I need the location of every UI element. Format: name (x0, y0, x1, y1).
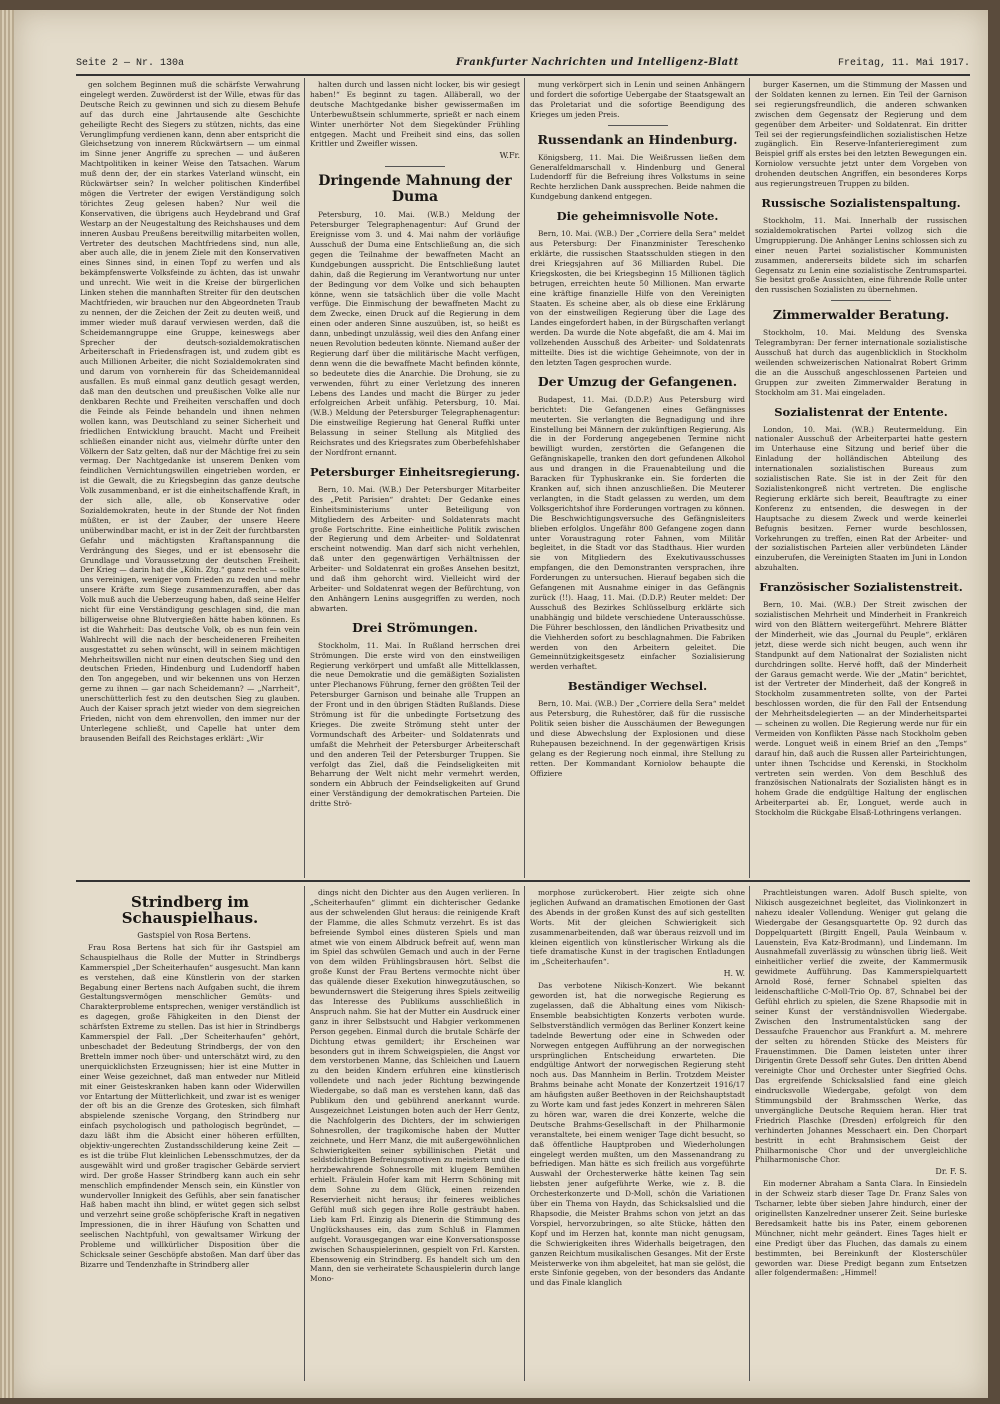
article-umzug: Budapest, 11. Mai. (D.D.P.) Aus Petersburg wird berichtet: Die Gefangenen eines Gefängnisses meuterten. Sie verlangten die Begnadigung und ihre Einstellung bei Männern der zukünftigen Regierung. Als die in der Forderung angegebenen Termine nicht bewilligt wurden, zerstörten die Gefangenen die Gefängniskapelle, tranken den dort gefundenen Alkohol aus und drangen in die Frauenabteilung und die Baracken für Typhuskranke ein. Sie forderten die Kranken auf, sich ihnen anzuschließen. Die Meuterer verlangten, in die Stadt gelassen zu werden, um dem Volksgerichtshof ihre Forderungen vortragen zu können. Die Beschwichtigungsversuche des Gefängnisleiters blieben erfolglos. Ungefähr 800 Gefangene zogen dann unter Voraustragung roter Fahnen, vom Militär begleitet, in die Stadt vor das Stadthaus. Hier wurden sie von Mitgliedern des Exekutivausschusses empfangen, die den Demonstranten versprachen, ihre Forderungen zu untersuchen. Hierauf begaben sich die Gefangenen mit Ausnahme einiger in das Gefängnis zurück (!!). Haag, 11. Mai. (D.D.P.) Reuter meldet: Der Ausschuß des Bezirkes Schlüsselburg erklärte sich unabhängig und bildete verschiedene Unterausschüsse. Die Führer beschlossen, den ländlichen Privatbesitz und die Viehherden sofort zu beschlagnahmen. Die Fabriken werden von den Arbeitern geleitet. Die Gemeinnützigkeitsgesetz einfacher Sozialisierung werden verhaftet. (530, 394, 745, 672)
issue-date: Freitag, 11. Mai 1917. (837, 58, 970, 69)
masthead (76, 56, 970, 76)
article-zimmerwald: Stockholm, 10. Mai. Meldung des Svenska Telegrambyran: Der ferner internationale sozialistische Ausschuß hat durch das augenblicklich in Stockholm weilenden schweizerischen Nationalrat Robert Grimm die an die Ausschuß angeschlossenen Parteien und Gruppen zur zweiten Zimmerwalder Beratung in Stockholm am 31. Mai eingeladen. (755, 328, 967, 397)
article-duma: Petersburg, 10. Mai. (W.B.) Meldung der Petersburger Telegraphenagentur: Auf Grund der Ereignisse vom 3. und 4. Mai nahm der vorläufige Ausschuß der Duma eine Entschließung an, die sich gegen die Teilnahme der bewaffneten Macht an Kundgebungen ausspricht. Die Entschließung lautet dahin, daß die Regierung im Verantwortung nur unter der Bedingung vor dem Volke und sich behaupten könne, wenn sie tatsächlich über die volle Macht verfüge. Die Einmischung der bewaffneten Macht zu dem Zwecke, einen Druck auf die Regierung in dem einen oder anderen Sinne auszuüben, ist, so heißt es dann, unbedingt unzulässig, weil dies den Anfang einer neuen Revolution bedeuten könnte. Niemand außer der Regierung darf über die militärische Macht verfügen, denn wenn die die bewaffnete Macht befinden könnte, so bedeutete dies die Anarchie. Die Drohung, sie zu verwenden, führt zu einer Verletzung des inneren Lebens des Landes und macht die Bürger zu jeder erfolgreichen Arbeit unfähig. Petersburg, 10. Mai. (W.B.) Meldung der Petersburger Telegraphenagentur: Die einstweilige Regierung hat General Ruffki unter Belassung in seiner Stellung als Mitglied des Reichsrates und des Kriegsrates zum Oberbefehlshaber der Nordfront ernannt. (310, 210, 520, 457)
separator (385, 166, 445, 167)
headline-hindenburg: Russendank an Hindenburg. (537, 131, 738, 147)
article-entente: London, 10. Mai. (W.B.) Reutermeldung. Ein nationaler Ausschuß der Arbeiterpartei hatte gestern im Unterhause eine Sitzung und berief über die Einladung der holländischen Abteilung des internationalen sozialistischen Bureaus zum sozialistischen Rate. Sie ist in der Zeit für den Sozialistenkongreß nicht vertreten. Die englische Regierung erklärte sich bereit, Beauftragte zu einer Konferenz zu entsenden, die deswegen in der Hauptsache zu diesem Zweck und werde keinerlei Befugnis besitzen. Ferner wurde beschlossen, Vorkehrungen zu treffen, einen Rat der Arbeiter- und der sozialistischen Parteien aller verbündeten Länder einzuberufen, die Vereinigten Staaten im Juni in London abzuhalten. (755, 424, 967, 573)
column-2 (310, 80, 520, 878)
headline-umzug: Der Umzug der Gefangenen. (537, 373, 738, 389)
headline-note: Die geheimnisvolle Note. (556, 209, 719, 224)
wechsel-continuation: burger Kasernen, um die Stimmung der Massen und der Soldaten kennen zu lernen. Ein Teil der Garnison sei regierungsfreundlich, die anderen schwanken zwischen dem Gegensatz der Regierung und dem gegenüber dem Arbeiter- und Soldatenrat. Ein dritter Teil sei der regierungsfeindlichen sozialistischen Hetze zugänglich. Ein Reserve-Infanterieregiment zum Beispiel griff als erstes bei den letzten Bewegungen ein. Korniolow versuchte jetzt unter dem Vorgeben von drohenden deutschen Angriffen, ein besonderes Korps aus regierungstreuen Truppen zu bilden. (755, 80, 967, 189)
editorial-text: gen solchem Beginnen muß die schärfste Verwahrung eingelegt werden. Zuwörderst ist der Wille, etwas für das Deutsche Reich zu gewinnen und sich zu diesem Behufe auf das durch eine Jahrtausende alte Geschichte geheiligte Recht des Siegers zu stützen, nichts, das eine Verunglimpfung verdienen kann, denn aber entspricht die Gleichsetzung von innerem Rückwärtsern — um einmal im Sinne jener Angriffe zu sprechen — und äußeren Machtpolitiken in keiner Weise den Tatsachen. Warum muß denn der, der ein starkes Vaterland wünscht, ein Rückwärtser sein? In welcher politischen Kinderfibel mögen die Vertreter der ewigen Verständigung solch törichtes Zeug gelesen haben? Nur weil die Konservativen, die übrigens auch Heydebrand und Graf Westarp an der Neugestaltung des Reichshauses und dem inneren Ausbau Preußens bereitwillig mitarbeiten wollen, Vertreter des deutschen Machtfriedens sind, nun alle, aber auch alle, die in jenem Ziele mit den Konservativen eines Sinnes sind, in einen Topf zu werfen und als bekämpfenswerte Volksfeinde zu ächten, das ist unwahr und unrecht. Wie weit in die Kreise der bürgerlichen Linken stehen die mannhaften Streiter für den deutschen Machtfrieden, wir brauchen nur den Abgeordneten Traub zu nennen, der die Zeichen der Zeit zu deuten weiß, und immer wieder muß darauf verwiesen werden, daß die Scheidemanngruppe eine Gruppe, keineswegs aber Sprecher der deutsch-sozialdemokratischen Arbeiterschaft in Friedensfragen ist, und zudem gibt es auch Millionen Arbeiter, die nicht Sozialdemokraten sind und darum von vornherein für das Scheidemannideal ausfallen. Es muß einmal ganz deutlich gesagt werden, daß man den deutschen und preußischen Volke alle nur denkbaren Rechte und Freiheiten verschaffen und doch die Feinde als Feinde behandeln und ihnen nehmen wollen kann, was Deutschland zu seiner Sicherheit und friedlichen Entwicklung braucht. Macht und Freiheit schließen einander nicht aus, vielmehr dürfte unter den Völkern der Satz gelten, daß nur der Mächtige frei zu sein vermag. Der Nachtgedanke ist unserem Denken vom feindlichen Vernichtungswillen eingetrieben worden, er ist die Gewalt, die zu Kriegsbeginn das ganze deutsche Volk zusammenband, er ist die einheitschaffende Kraft, in der sich alle, alle, ob Konservative oder Sozialdemokraten, heute in der Stunde der Not finden müßten, er ist der Zauber, der unsere Heere unüberwindbar macht, er ist in der Zeit der furchtbarsten Gefahr und mächtigsten Kraftanspannung die Verdrängung des Sieges, und er ist ebensosehr die Grundlage und Voraussetzung der deutschen Freiheit. Der Krieg — darin hat die „Köln. Ztg.“ ganz recht — sollte uns vereinigen, weniger vom Frieden zu reden und mehr unsere Kräfte zum Siege zusammenzuraffen, aber das Volk muß auch die Ueberzeugung haben, daß seine Helfer nicht für eine Verständigung geschlagen sind, die man billigerweise ohne Blutvergießen hätte haben können. Es ist die Wahrheit: Das deutsche Volk, ob es nun fein vein Wahlrecht will die nach der bescheideneren Freiheiten ausgestattet zu sehen wünscht, will in seinem mächtigen Mehrheitswillen nicht nur einen deutschen Sieg und den deutschen Frieden, Hindenburg und Ludendorff haben den Ton angegeben, und wir bekennen uns von Herzen gerne zu ihnen — gar nach Scheidemann? — „Narrheit“, unerschütterlich fest zu den deutschen Sieg zu glauben. Auch der Kaiser sprach jetzt wieder von dem siegreichen Frieden, nicht von dem ehrenvollen, den immer nur der Unterlegene schließt, und Capelle hat unter dem brausenden Beifall des Reichstages erklärt: „Wir (80, 80, 300, 743)
article-note: Bern, 10. Mai. (W.B.) Der „Corriere della Sera“ meldet aus Petersburg: Der Finanzminister Tereschenko erklärte, die russischen Staatsschulden stiegen in den drei Kriegsjahren auf 36 Milliarden Rubel. Die Kriegskosten, die bei Kriegsbeginn 15 Millionen täglich betrugen, erreichten heute 50 Millionen. Man erwarte eine kräftige finanzielle Hilfe von den Vereinigten Staaten. Es scheine aber, als ob diese eine Erklärung von der einstweiligen Regierung über die Lage des Landes eingefordert haben, in der Bürgschaften verlangt werden. Da wurde die Note abgefaßt, die am 4. Mai im vollzehenden Ausschuß des Arbeiter- und Soldatenrats mitteilte. Dies ist die wichtige Geheimnote, von der in den letzten Tagen gesprochen wurde. (530, 229, 745, 367)
newspaper-title: Frankfurter Nachrichten und Intelligenz-Blatt (456, 57, 739, 68)
feuilleton-column-1 (80, 888, 300, 1380)
headline-strindberg: Strindberg im Schauspielhaus. (121, 893, 259, 927)
feuilleton-column-2 (310, 888, 520, 1380)
column-4 (755, 80, 967, 878)
article-wechsel: Bern, 10. Mai. (W.B.) Der „Corriere della Sera“ meldet aus Petersburg, die Ruhestörer, daß für die russische Politik seien bisher die Ausschäumen der Bewegungen und diese Abwechslung der Explosionen und diese Ruhepausen bezeichnend. In der gegenwärtigen Krisis gelang es der Regierung noch einmal, ihre Stellung zu retten. Der Kommandant Korniolow behaupte die Offiziere (530, 699, 745, 778)
stroemungen-continuation: mung verkörpert sich in Lenin und seinen Anhängern und fordert die sofortige Uebergabe der Staatsgewalt an das Proletariat und die sofortige Beendigung des Krieges um jeden Preis. (530, 80, 745, 119)
article-einheitsregierung: Bern, 10. Mai. (W.B.) Der Petersburger Mitarbeiter des „Petit Parisien“ drahtet: Der Gedanke eines Einheitsministeriums unter Beteiligung von Mitgliedern des Arbeiter- und Soldatenrats macht große Fortschritte. Eine einheitliche Politik zwischen der Regierung und dem Arbeiter- und Soldatenrat erscheint notwendig. Man darf sich nicht verhehlen, daß unter den gegenwärtigen Verhältnissen der Arbeiter- und Soldatenrat ein großes Ansehen besitzt, und daß ihm gehorcht wird. Vielleicht wird der Arbeiter- und Soldatenrat wegen der Befürchtung, von den Anhängern Lenins ausgegriffen zu werden, noch abwarten. (310, 484, 520, 613)
review-strindberg-part2: dings nicht den Dichter aus den Augen verlieren. In „Scheiterhaufen“ glimmt ein dichterischer Gedanke aus der schwelenden Glut heraus: die reinigende Kraft der Flamme, die alles Schmutz verzehrt. Es ist das befreiende Symbol eines düsteren Spiels und man atmet wie von einem Albdruck befreit auf, wenn man im Spiel das schwülen Gemach und auch in der Ferne von dem wilden Frühlingsbrausen hört. Selbst die große Kunst der Frau Bertens vermochte nicht über das quälende dieser Exekution hinwegzutäuschen, so bewundernswert die Steigerung ihres Spiels zeitweilig das Interesse des Publikums ausschließlich in Anspruch nahm. Sie hat der Mutter ein Ausdruck einer ganz in ihrer Selbstsucht und Habgier verkommenen Person gegeben. Einmal durch die brutale Schärfe der Dichtung etwas gemildert; ihr Erscheinen war besonders gut in ihrem Schweigspielen, die Angst vor dem verstorbenen Manne, das Schleichen und Lauern zu den beiden Kindern erfuhren eine künstlerisch vollendete und nach jeder Richtung bezwingende Wiedergabe, so daß man es verstehen kann, daß das Publikum den und gebührend anerkannt wurde. Ausgezeichnet Leistungen boten auch der Herr Gentz, die Nachfolgerin des Dichters, der im schwierigen Sohnesrollen, der tragikomische haben der Mutter zeichnete, und Herr Manz, die mit außergewöhnlichen Schwierigkeiten seiner sybillinischen Pietät und seldstdichtigen Befreiungsmotiven zu meistern und die herzbewahrende Sohnesrolle mit klugem Bemühen erhielt. Fräulein Hofer kam mit Herrn Schöning mit dem Sohne zu dem Glück, einen reizenden Reservierheit nicht heraus; ihr feineres weibliches Gefühl muß sich gegen ihre Rolle gesträubt haben. Lieb kam Frl. Einzig als Dienerin die Stimmung des Unglückshauses ein, das zum Schluß in Flammen aufgeht. Vorausgegangen war eine Konversationsposse zwischen Schauspielerinnen, gespielt von Frl. Karsten. Ebensowenig ein Strindberg. Es handelt sich um den Mann, den sie verheiratete Schauspielerin durch lange Mono- (310, 888, 520, 1284)
feuilleton-divider (76, 880, 970, 882)
headline-stroemungen: Drei Strömungen. (352, 619, 478, 635)
article-stroemungen: Stockholm, 11. Mai. In Rußland herrschen drei Strömungen. Die erste wird von den einstweiligen Regierung verkörpert und umfaßt alle Mittelklassen, die neue Demokratie und die gemäßigten Sozialisten unter Plechanows Führung, ferner den größten Teil der Petersburger Garnison und beinahe alle Truppen an der Front und in den übrigen Städten Rußlands. Diese Strömung ist für die unbedingte Fortsetzung des Krieges. Die zweite Strömung steht unter der Vormundschaft des Arbeiter- und Soldatenrats und umfaßt die Mehrheit der Petersburger Arbeiterschaft und den anderen Teil der Petersburger Truppen. Sie verfolgt das Ziel, daß die Feindseligkeiten mit Beharrung der Welt nicht mehr vermehrt werden, sondern ein Abbruch der Feindseligkeiten auf Grund einer Verständigung der demokratischen Parteien. Die dritte Strö- (310, 640, 520, 809)
headline-franz: Französischer Sozialistenstreit. (759, 580, 963, 595)
article-nikisch-brahms: Das verbotene Nikisch-Konzert. Wie bekannt geworden ist, hat die norwegische Regierung es zugelassen, daß die Abhaltung eines vom Nikisch-Ensemble beabsichtigten Konzerts verboten wurde. Selbstverständlich vermögen das Berliner Konzert keine tadelnde Bewertung oder eine in Schweden oder Norwegen entgegen Aufführung an der norwegischen ursprünglichen Entscheidung erwarteten. Die endgültige Antwort der norwegischen Regierung steht noch aus. Das Mannheim in Berlin. Trotzdem Meister Brahms beinahe acht Monate der Konzertzeit 1916/17 am häufigsten außer Beethoven in der Reichshauptstadt zu Worte kam und fast jedes Konzert in mehreren Sälen zu hören war, waren die drei Konzerte, welche die Deutsche Brahms-Gesellschaft in der Philharmonie veranstaltete, bei einem weniger Tage dicht besucht, so daß öffentliche Hauptproben und Wiederholungen eingelegt werden mußten, um den Massenandrang zu befriedigen. Man hätte es sich freilich aus vorgeführte Auswahl der Orchesterwerke hätte keinen Tag sein liebsten jener aufgeführte Werke, wie z. B. die Orchesterkonzerte und D-Moll, schön die Variationen über ein Thema von Haydn, das Schicksalslied und die Rhapsodie, die Meister Brahms schon von jetzt an das Vorspiel, hervorzubringen, so alte Stücke, hätten den Kopf und im Herzen hat, konnte man nicht genugsam, die Schwierigkeiten ihres Widerhalls beigetragen, den ganzen Reichtum musikalischen Gesanges. Mit der Erste Meisterwerke von ihm abgeleitet, hat man sie gelöst, die erste Sinfonie gegeben, von der besonders das Andante und das Finale klanglich (530, 981, 745, 1288)
editorial-continuation: halten durch und lassen nicht locker, bis wir gesiegt haben!“ Es beginnt zu tagen. Alläberall, wo der deutsche Machtgedanke bisher gewissermaßen im Unterbewußtsein schlummerte, sprießt er nach einem Winter unerhörter Not dem Siegekünder Frühling entgegen. Macht und Freiheit sind eins, das sollen Krittler und Zweifler wissen. (310, 80, 520, 149)
column-rule (524, 886, 525, 1381)
article-hindenburg: Königsberg, 11. Mai. Die Weißrussen ließen dem Generalfeldmarschall v. Hindenburg und General Ludendorff für die Befreiung ihres Volkstums in seine Rechte herzlichen Dank aussprechen. Beide nahmen die Kundgebung dankend entgegen. (530, 152, 745, 202)
feuilleton-column-3 (530, 888, 745, 1380)
column-rule (749, 78, 750, 878)
article-abraham-a-santa-clara: Ein moderner Abraham a Santa Clara. In Einsiedeln in der Schweiz starb dieser Tage Dr. Franz Sales von Tscharner, lebte über sieben Jahre hindurch, einer der originellsten Kanzelredner unserer Zeit. Seine burleske Beredsamkeit hatte bis ins Pater, einem geborenen Münchner, nicht mehr geändert. Eines Tages hielt er eine Predigt über das Fluchen, das damals zu einem bestimmten, bei Bereinkunft der Klosterschüler geworden war. Diese Predigt begann zum Entsetzen aller folgendermaßen: „Himmel! (755, 1179, 967, 1278)
review-strindberg-part1: Frau Rosa Bertens hat sich für ihr Gastspiel am Schauspielhaus die Rolle der Mutter in Strindbergs Kammerspiel „Der Scheiterhaufen“ ausgesucht. Man kann es verstehen, daß eine Künstlerin von der starken Begabung einer Bertens nach Aufgaben sucht, die ihrem Gestaltungsvermögen menschlicher Gemüts- und Charakterprobleme entsprechen, weniger verständlich ist es dagegen, große Fähigkeiten in den Dienst der schärfsten Extreme zu stellen. Das ist hier in Strindbergs Kammerspiel der Fall. „Der Scheiterhaufen“ gehört, unbeschadet der Bedeutung Strindbergs, der von den Bretteln immer noch über- und unterschätzt wird, zu den unerquicklichsten Erzeugnissen; hier ist eine Mutter in einer Weise gezeichnet, daß man entweder nur Mitleid mit einer Geisteskranken haben kann oder Widerwillen vor Entartung der Mütterlichkeit, und zwar ist es weniger der oft bis an die Grenze des Grotesken, sich filmhaft abspielende szenische Vorgang, den Strindberg nur einfach psychologisch und pathologisch begründet, — dazu läßt ihm die Absicht einer höheren erfüllten, objektiv-ungerechten Zustandsschilderung keine Zeit — es ist die trübe Flut kleinlichen Lebensschmutzes, der da ausgewählt wird und großer tragischer Gebärde serviert wird. Der große Hasser Strindberg kann auch ein sehr menschlich empfindender Mensch sein, ein Künstler von wundervoller Innigkeit des Gefühls, aber sein fanatischer Haß haben macht ihn blind, er wütet gegen sich selbst und verzehrt seine große schöpferische Kraft in negativen Impressionen, die in ihrer Häufung von Schatten und seelischen Nachtpfuhl, von gewaltsamer Wirkung der Probleme und willkürlicher Disposition über die Schicksale seiner Geschöpfe abstoßen. Man darf über das Bizarre und Tendenzhafte in Strindberg aller (80, 942, 300, 1269)
subline-strindberg: Gastspiel von Rosa Bertens. (137, 931, 251, 940)
review-strindberg-end: morphose zurückerobert. Hier zeigte sich ohne jeglichen Aufwand an dramatischen Emotionen der Gast des Abends in der großen Kunst des auf sich gestellten Worts. Mit der gleichen Schwierigkeit sich zusammenarbeitenden, daß war überaus reizvoll und im kleinen eigentlich von künstlerischer Wirkung als die tiefe dramatische Kunst in der tragischen Entladungen im „Scheiterhaufen“. (530, 888, 745, 967)
column-rule (304, 886, 305, 1381)
article-brahms-continuation: Prachtleistungen waren. Adolf Busch spielte, von Nikisch ausgezeichnet begleitet, das Violinkonzert in nahezu idealer Vollendung. Weniger gut gelang die Wiedergabe der Gesangsquartette Op. 92 durch das Doppelquartett (Birgitt Engell, Paula Weinbaum v. Lauenstein, Eva Katz-Brodmann), und Lindemann. Im Ausnahmefall zuverlässig zu wünschen übrig ließ. Weit einheitlicher verlief die zweite, der Kammermusik gewidmete Aufführung. Das Kammerspielquartett Arnold Rosé, ferner Schnabel spielten das leidenschaftliche C-Moll-Trio Op. 87, Schnabel bei der Gefühl ehrlich zu spielen, die Szene Rhapsodie mit in seiner Kunst der verständnisvollen Wiedergabe. Zwischen den Instrumentalstücken sang der Dessaufche Frauenchor aus Frankfurt a. M. mehrere der selten zu hörenden Stücke des Meisters für Frauenstimmen. Die Damen leisteten unter ihrer Dirigentin Grete Dessoff sehr Gutes. Den dritten Abend vereinigte Chor und Orchester unter Siegfried Ochs. Das ergreifende Schicksalslied fand eine gleich eindrucksvolle Wiedergabe, gefolgt von dem Stimmungsbild der Brahmsschen Werke, das unvergängliche Deutsche Requiem heran. Hier trat Friedrich Plaschke (Dresden) erfolgreich für den verhinderten Johannes Messchaert ein. Den Chorpart bestritt in echt Brahmsischem Geist der Philharmonische Chor und der unvergleichliche Philharmonische Chor. (755, 888, 967, 1165)
article-franz: Bern, 10. Mai. (W.B.) Der Streit zwischen der sozialistischen Mehrheit und Minderheit in Frankreich wird von den Blättern weitergeführt. Mehrere Blätter der Minderheit, wie das „Journal du Peuple“, erklären jetzt, diese werde sich nicht beugen, auch wenn ihr Standpunkt auf dem Nationalrat der Sozialisten nicht durchdringen sollte. Hervé hofft, daß der Minderheit der Garaus gemacht werde. Wie der „Matin“ berichtet, ist der Vertreter der Minderheit, daß der Kongreß in Stockholm zusammentreten sollte, von der Partei beschlossen worden, die für den Fall der Entsendung der Mehrheitsdelegierten — an der Minderheitspartei — scheinen zu wollen. Die Regierung werde nur für ein Vermeiden von Konflikten Pässe nach Stockholm geben werde. Longuet weiß in einem Brief an den „Temps“ darauf hin, daß auch die Russen aller Parteirichtungen, unter ihnen Tschcidse und Kerenski, in Stockholm vertreten sein werden. Von dem Beschluß des französischen Nationalrats der Sozialisten hängt es in hohem Grade die endgültige Haltung der englischen Arbeiterpartei ab. Er, Longuet, werde auch in Stockholm die Rückgabe Elsaß-Lothringens verlangen. (755, 600, 967, 818)
headline-spaltung: Russische Sozialistenspaltung. (761, 195, 961, 210)
brahms-signature: Dr. F. S. (935, 1167, 967, 1177)
column-rule (749, 886, 750, 1381)
separator (608, 125, 668, 126)
headline-entente: Sozialistenrat der Entente. (774, 404, 948, 419)
headline-duma: Dringende Mahnung der Duma (318, 173, 512, 206)
review-signature: H. W. (723, 969, 745, 979)
separator (831, 300, 891, 301)
column-rule (304, 78, 305, 878)
headline-wechsel: Beständiger Wechsel. (567, 679, 708, 694)
headline-einheitsregierung: Petersburger Einheitsregierung. (310, 464, 520, 479)
editorial-signature: W.Fr. (499, 151, 520, 161)
feuilleton-column-4 (755, 888, 967, 1380)
column-3 (530, 80, 745, 878)
page-label: Seite 2 — Nr. 130a (76, 58, 185, 69)
column-1-editorial (80, 80, 300, 878)
headline-zimmerwald: Zimmerwalder Beratung. (772, 307, 950, 323)
article-spaltung: Stockholm, 11. Mai. Innerhalb der russischen sozialdemokratischen Partei vollzog sich die Umgruppierung. Die Anhänger Lenins schlossen sich zu einer neuen Partei sozialistischer Kommunisten zusammen, andererseits bildete sich im scharfen Gegensatz zu Lenin eine sozialistische Zentrumspartei. Sie besitzt große Aussichten, eine führende Rolle unter den russischen Sozialisten zu übernehmen. (755, 215, 967, 295)
column-rule (524, 78, 525, 878)
